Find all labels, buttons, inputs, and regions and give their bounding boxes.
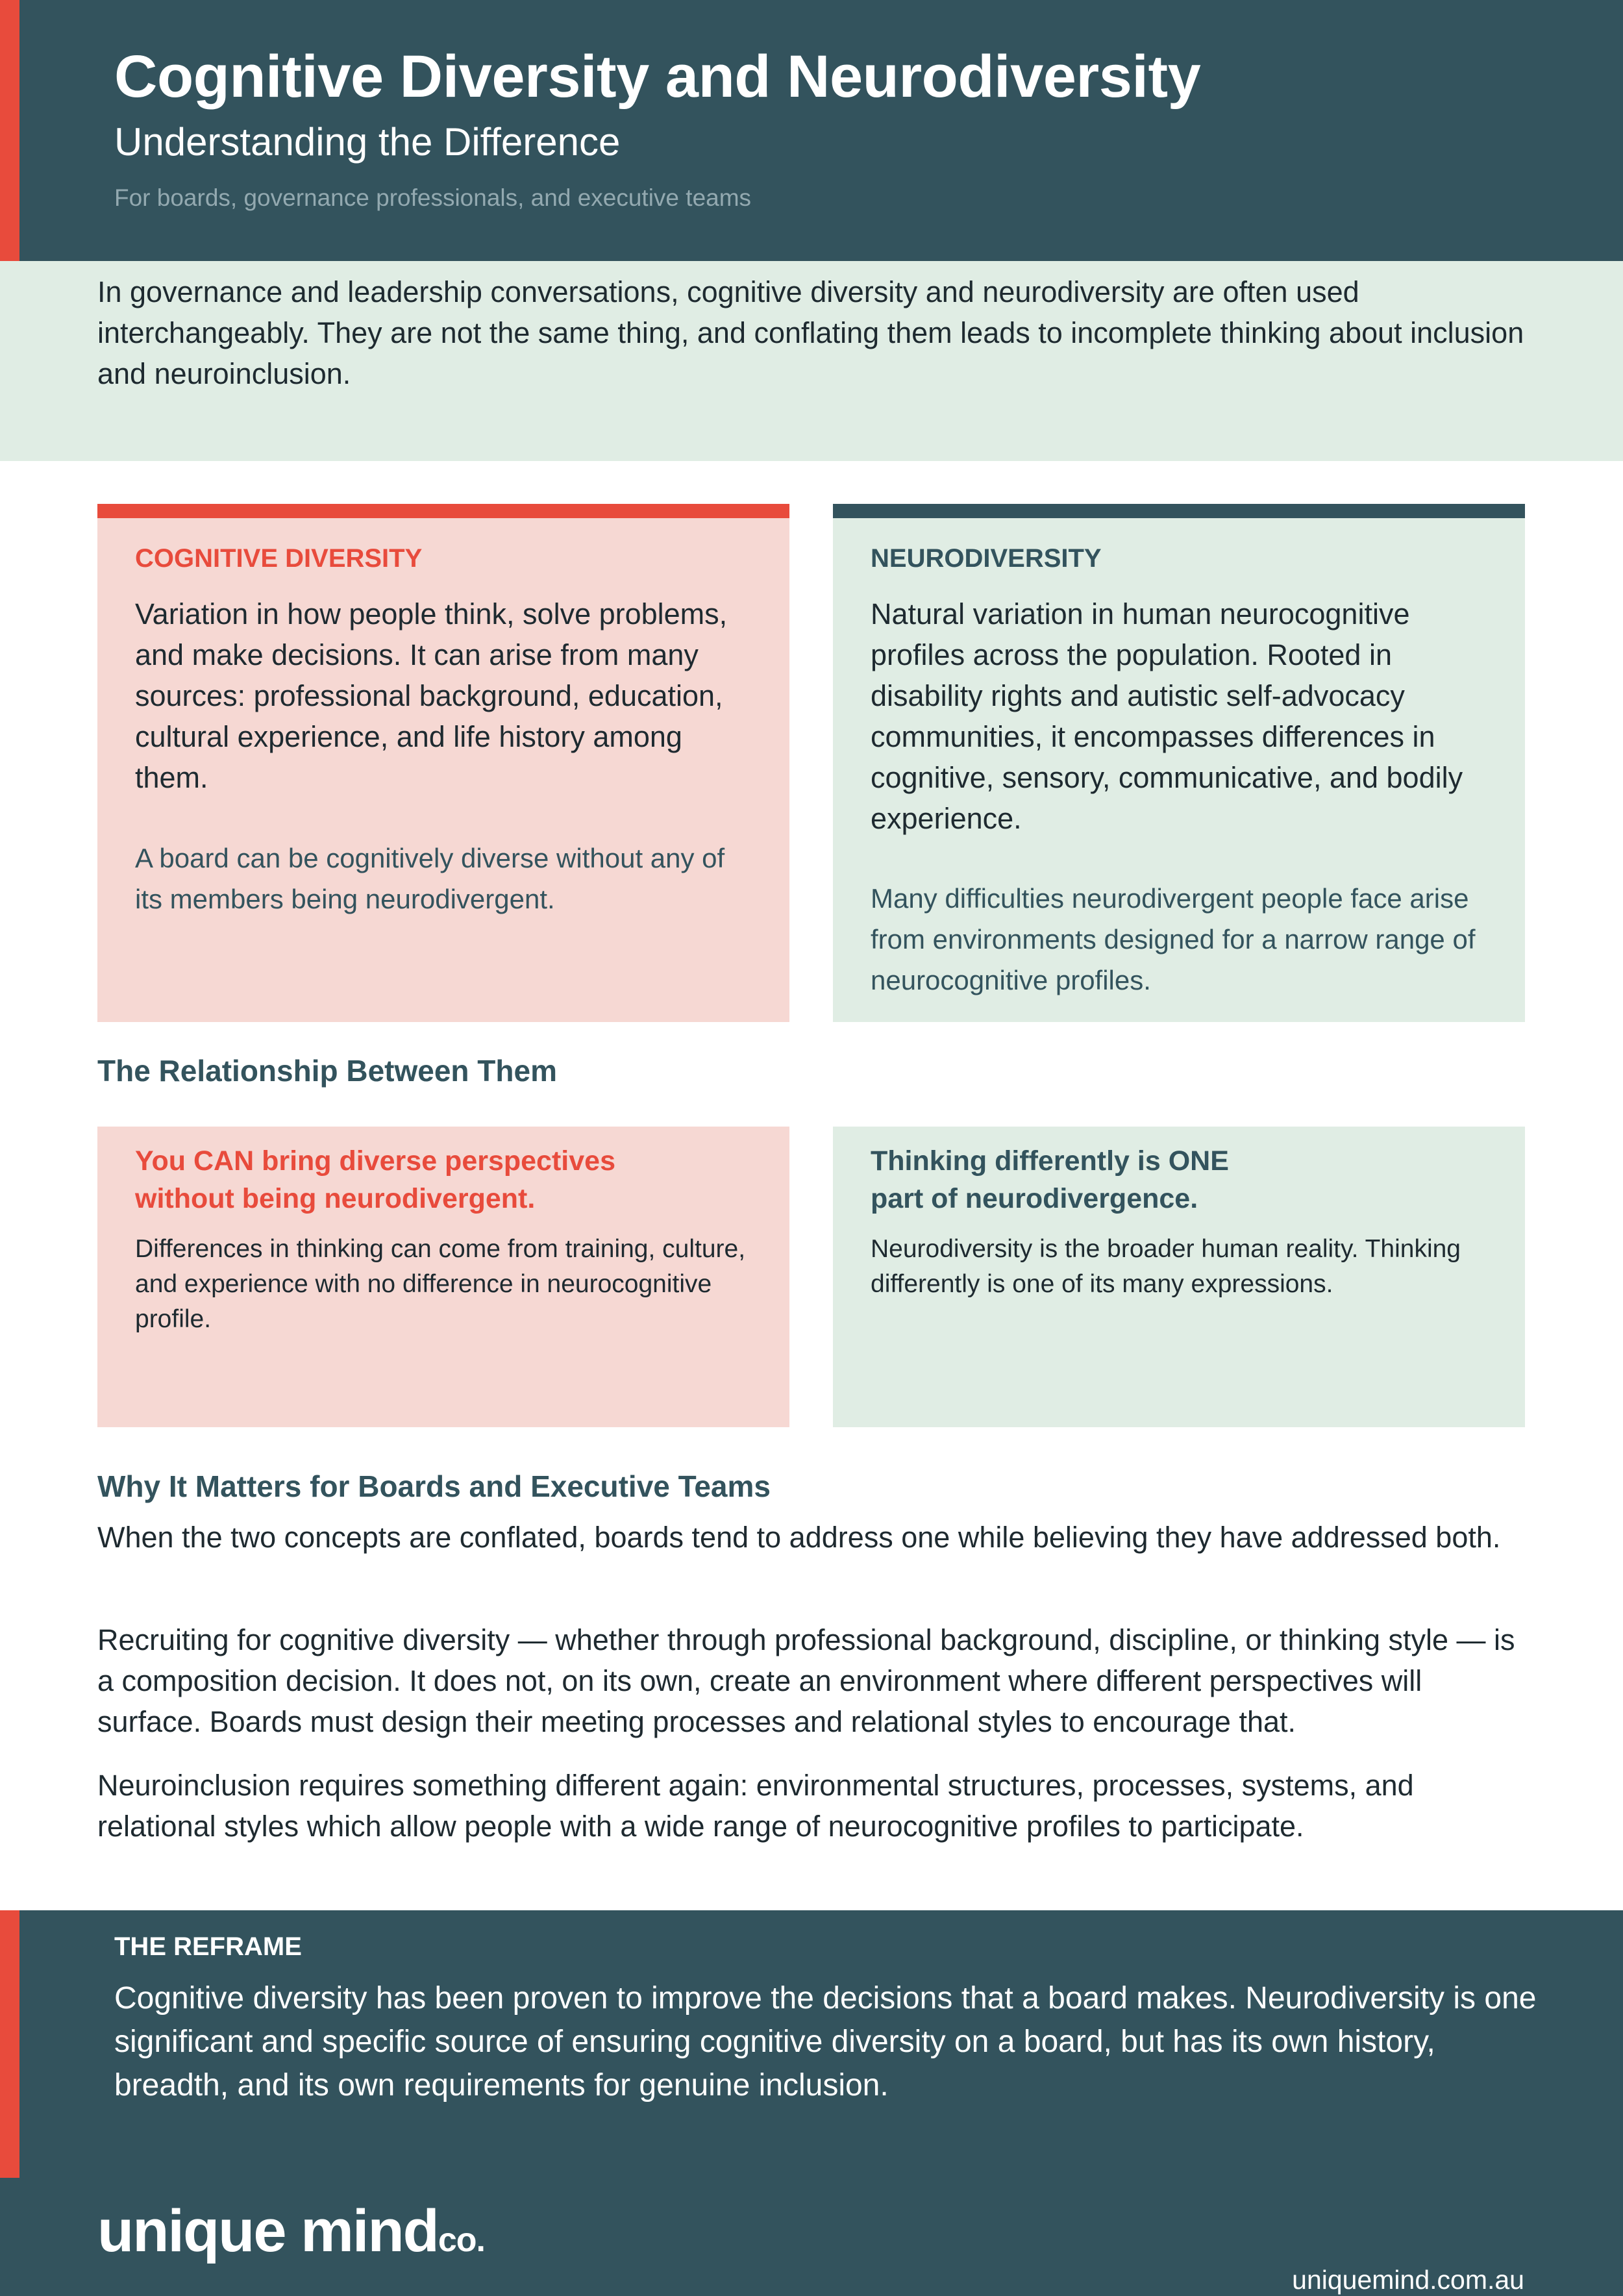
- website-link[interactable]: uniquemind.com.au: [1292, 2265, 1524, 2295]
- relationship-right-heading-line2: part of neurodivergence.: [871, 1183, 1198, 1214]
- relationship-left-heading-line2: without being neurodivergent.: [135, 1183, 536, 1214]
- relationship-title: The Relationship Between Them: [97, 1054, 557, 1088]
- why-title: Why It Matters for Boards and Executive Teams: [97, 1469, 771, 1503]
- logo-wordmark: unique mind: [97, 2198, 438, 2264]
- relationship-right-body: Neurodiversity is the broader human reality. Thinking differently is one of its many expressions.: [871, 1235, 1461, 1298]
- cognitive-diversity-body: Variation in how people think, solve problems, and make decisions. It can arise from many sources: professional background, education, cultural experience, and life history among them.: [135, 597, 728, 794]
- neurodiversity-card: [833, 504, 1525, 1022]
- neurodiversity-heading: NEURODIVERSITY: [871, 544, 1102, 573]
- cognitive-diversity-note: A board can be cognitively diverse without any of its members being neurodivergent.: [135, 843, 725, 914]
- page-title: Cognitive Diversity and Neurodiversity: [114, 44, 1201, 110]
- why-paragraph-3: Neuroinclusion requires something different again: environmental structures, processes, systems, and relational styles which allow people with a wide range of neurocognitive profiles to participate.: [97, 1769, 1414, 1843]
- cognitive-diversity-card: [97, 504, 789, 1022]
- why-paragraph-1: When the two concepts are conflated, boards tend to address one while believing they have addressed both.: [97, 1521, 1501, 1554]
- neurodiversity-note: Many difficulties neurodivergent people face arise from environments designed for a narrow range of neurocognitive profiles.: [871, 883, 1476, 995]
- card-accent-bar: [97, 504, 789, 518]
- relationship-left-body: Differences in thinking can come from training, culture, and experience with no difference in neurocognitive profile.: [135, 1235, 746, 1333]
- relationship-right-card: [833, 1127, 1525, 1427]
- neurodiversity-body: Natural variation in human neurocognitive profiles across the population. Rooted in disability rights and autistic self-advocacy communities, it encompasses differences in cognitive, sensory, communicative, and bodily experience.: [871, 597, 1463, 835]
- header-accent-bar: [0, 0, 19, 261]
- brand-logo: [97, 2197, 485, 2265]
- relationship-left-heading-line1: You CAN bring diverse perspectives: [135, 1145, 615, 1177]
- relationship-right-heading-line1: Thinking differently is ONE: [871, 1145, 1229, 1177]
- logo-suffix: co.: [438, 2221, 485, 2259]
- relationship-left-heading: [135, 1142, 758, 1217]
- why-paragraph-2: Recruiting for cognitive diversity — whether through professional background, discipline, or thinking style — is a composition decision. It does not, on its own, create an environment where different perspectives will surface. Boards must design their meeting processes and relational styles to encourage that.: [97, 1623, 1515, 1738]
- reframe-text: Cognitive diversity has been proven to improve the decisions that a board makes. Neurodiversity is one significant and specific source of ensuring cognitive diversity on a board, but has its own history, breadth, and its own requirements for genuine inclusion.: [114, 1981, 1537, 2103]
- relationship-left-card: [97, 1127, 789, 1427]
- intro-paragraph: In governance and leadership conversations, cognitive diversity and neurodiversity are often used interchangeably. They are not the same thing, and conflating them leads to incomplete thinking about inclusion and neuroinclusion.: [97, 275, 1524, 390]
- reframe-label: THE REFRAME: [114, 1932, 302, 1961]
- page-subtitle: Understanding the Difference: [114, 120, 621, 164]
- cognitive-diversity-heading: COGNITIVE DIVERSITY: [135, 544, 423, 573]
- card-accent-bar: [833, 504, 1525, 518]
- audience-line: For boards, governance professionals, and executive teams: [114, 184, 752, 211]
- relationship-right-heading: [871, 1142, 1494, 1217]
- reframe-accent-bar: [0, 1910, 19, 2178]
